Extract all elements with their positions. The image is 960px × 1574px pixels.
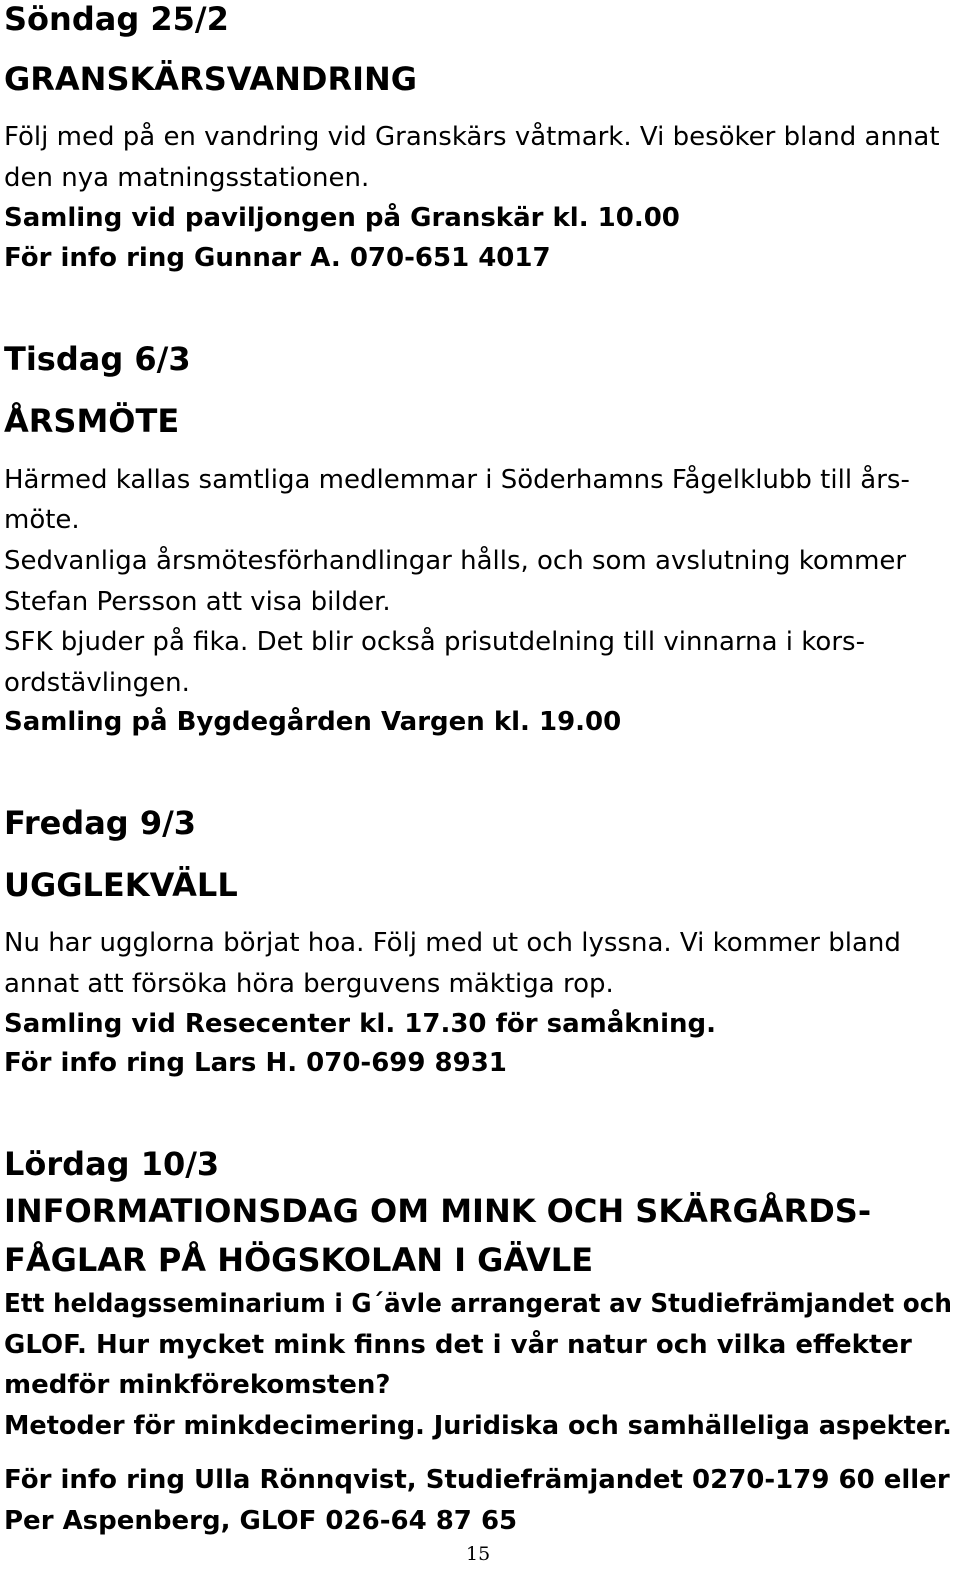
- event-text-line: möte.: [4, 505, 80, 535]
- event-date: Fredag 9/3: [4, 804, 197, 842]
- event-title: INFORMATIONSDAG OM MINK OCH SKÄRGÅRDS-: [4, 1192, 872, 1230]
- event-title: ÅRSMÖTE: [4, 402, 180, 440]
- event-text-line: GLOF. Hur mycket mink finns det i vår natur och vilka effekter: [4, 1330, 912, 1360]
- event-date: Lördag 10/3: [4, 1145, 220, 1183]
- event-text-line: annat att försöka höra berguvens mäktiga rop.: [4, 969, 614, 999]
- event-contact-info: För info ring Gunnar A. 070-651 4017: [4, 243, 551, 273]
- event-title: UGGLEKVÄLL: [4, 866, 238, 904]
- event-text-line: den nya matningsstationen.: [4, 163, 370, 193]
- event-title: FÅGLAR PÅ HÖGSKOLAN I GÄVLE: [4, 1241, 594, 1279]
- event-text-line: ordstävlingen.: [4, 668, 190, 698]
- event-meeting-info: Samling vid paviljongen på Granskär kl. 10.00: [4, 203, 680, 233]
- event-meeting-info: Samling vid Resecenter kl. 17.30 för samåkning.: [4, 1009, 716, 1039]
- event-text-line: Följ med på en vandring vid Granskärs våtmark. Vi besöker bland annat: [4, 122, 940, 152]
- event-text-line: Metoder för minkdecimering. Juridiska och samhälleliga aspekter.: [4, 1411, 952, 1441]
- event-text-line: Stefan Persson att visa bilder.: [4, 587, 391, 617]
- page-number: 15: [466, 1543, 491, 1565]
- event-text-line: Härmed kallas samtliga medlemmar i Söderhamns Fågelklubb till års-: [4, 465, 910, 495]
- event-text-line: SFK bjuder på fika. Det blir också prisutdelning till vinnarna i kors-: [4, 627, 865, 657]
- event-meeting-info: Samling på Bygdegården Vargen kl. 19.00: [4, 707, 622, 737]
- event-contact-info: Per Aspenberg, GLOF 026-64 87 65: [4, 1506, 518, 1536]
- event-text-line: medför minkförekomsten?: [4, 1370, 391, 1400]
- event-date: Söndag 25/2: [4, 0, 229, 38]
- event-title: GRANSKÄRSVANDRING: [4, 60, 418, 98]
- event-text-line: Ett heldagsseminarium i G´ävle arrangerat av Studiefrämjandet och: [4, 1289, 952, 1319]
- event-contact-info: För info ring Ulla Rönnqvist, Studiefrämjandet 0270-179 60 eller: [4, 1465, 950, 1495]
- event-date: Tisdag 6/3: [4, 340, 191, 378]
- event-contact-info: För info ring Lars H. 070-699 8931: [4, 1048, 507, 1078]
- event-text-line: Sedvanliga årsmötesförhandlingar hålls, och som avslutning kommer: [4, 546, 907, 576]
- event-text-line: Nu har ugglorna börjat hoa. Följ med ut och lyssna. Vi kommer bland: [4, 928, 901, 958]
